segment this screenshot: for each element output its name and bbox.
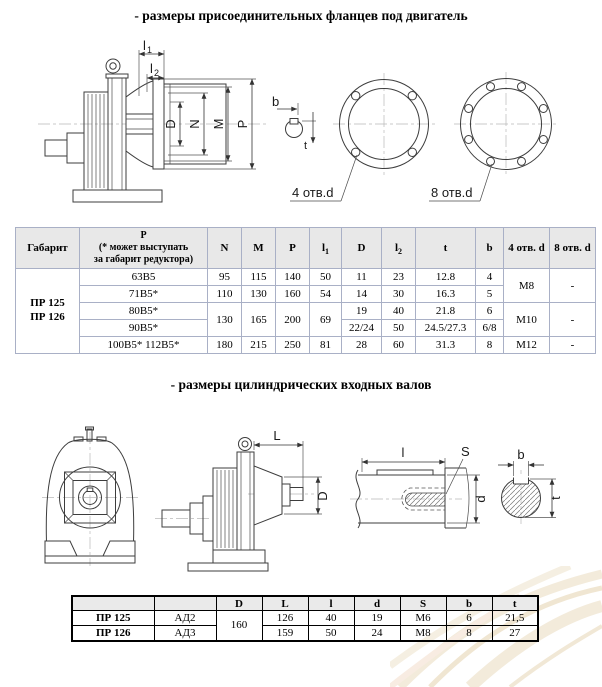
header-cell-S: S (400, 596, 446, 611)
cell-S: М8 (400, 626, 446, 641)
table-row (72, 626, 538, 641)
cell-L: 126 (262, 611, 308, 626)
shaft-keyway-view (350, 444, 488, 528)
header-cell-D: D (342, 228, 382, 269)
dim-label-d: d (473, 495, 488, 503)
reducer-side-view-2 (155, 428, 330, 571)
header-cell-d: d (354, 596, 400, 611)
cell-l2: 60 (382, 337, 416, 354)
label-8-holes: 8 отв.d (431, 185, 473, 200)
label-4-holes: 4 отв.d (292, 185, 334, 200)
empty-header-cell (72, 596, 154, 611)
cell-N: 180 (208, 337, 242, 354)
flange-drawing (0, 38, 602, 220)
header-cell-b: b (446, 596, 492, 611)
cell-motor-type: 63B5 (80, 269, 208, 286)
cell-S: М6 (400, 611, 446, 626)
dim-label-l2: l (150, 61, 153, 76)
dim-label-l1-sub: 1 (147, 45, 153, 55)
cell-N: 130 (208, 303, 242, 337)
cell-l1: 50 (310, 269, 342, 286)
cell-M: 215 (242, 337, 276, 354)
cell-b: 6/8 (476, 320, 504, 337)
table-row (16, 303, 596, 320)
header-cell-M: M (242, 228, 276, 269)
cell-D: 160 (216, 611, 262, 641)
header-cell-P: P (276, 228, 310, 269)
cell-4otv: M12 (504, 337, 550, 354)
cell-M: 130 (242, 286, 276, 303)
cell-b: 6 (446, 611, 492, 626)
cell-motor-type: 80B5* (80, 303, 208, 320)
shaft-cross-section (498, 447, 563, 526)
cell-t: 16.3 (416, 286, 476, 303)
dim-label-L: L (273, 428, 281, 443)
cell-motor-type: 100B5* 112B5* (80, 337, 208, 354)
cell-t: 21.8 (416, 303, 476, 320)
table-row (72, 611, 538, 626)
cell-8otv: - (550, 337, 596, 354)
reducer-front-view (42, 427, 138, 566)
header-cell-8otv: 8 отв. d (550, 228, 596, 269)
dim-label-N: N (187, 119, 202, 129)
dim-label-D: D (163, 119, 178, 129)
cell-d: 24 (354, 626, 400, 641)
cell-t: 27 (492, 626, 538, 641)
cell-b: 8 (476, 337, 504, 354)
cell-l1: 81 (310, 337, 342, 354)
cell-t: 24.5/27.3 (416, 320, 476, 337)
cell-t: 31.3 (416, 337, 476, 354)
flange-4-holes (290, 73, 435, 201)
shaft-drawing (0, 425, 602, 592)
cell-P: 200 (276, 303, 310, 337)
cell-l1: 69 (310, 303, 342, 337)
header-cell-l2: $l_2$ (382, 228, 416, 269)
cell-D: 19 (342, 303, 382, 320)
cell-D: 11 (342, 269, 382, 286)
dim-label-S: S (461, 444, 470, 459)
heading-shaft-dimensions: - размеры цилиндрических входных валов (170, 377, 432, 392)
cell-motor: АД3 (154, 626, 216, 641)
cell-b: 5 (476, 286, 504, 303)
dim-label-t2: t (548, 496, 563, 500)
dim-label-b: b (272, 94, 280, 109)
cell-8otv: - (550, 303, 596, 337)
shaft-table (71, 595, 539, 642)
flange-8-holes (429, 72, 558, 201)
cell-P: 250 (276, 337, 310, 354)
cell-motor-type: 90B5* (80, 320, 208, 337)
cell-t: 12.8 (416, 269, 476, 286)
flange-table-header-row (16, 228, 596, 269)
dim-label-l1: l (143, 38, 146, 53)
cell-4otv: M10 (504, 303, 550, 337)
cell-l2: 23 (382, 269, 416, 286)
flange-table (15, 227, 596, 354)
cell-b: 6 (476, 303, 504, 320)
cell-l: 50 (308, 626, 354, 641)
cell-M: 165 (242, 303, 276, 337)
cell-l2: 40 (382, 303, 416, 320)
cell-4otv: M8 (504, 269, 550, 303)
header-cell-4otv: 4 отв. d (504, 228, 550, 269)
cell-l2: 30 (382, 286, 416, 303)
reducer-side-view (38, 59, 268, 202)
cell-motor-type: 71B5* (80, 286, 208, 303)
dim-label-l2-sub: 2 (154, 68, 160, 78)
cell-b: 8 (446, 626, 492, 641)
heading-flange-dimensions: - размеры присоединительных фланцев под двигатель (134, 8, 468, 23)
cell-l1: 54 (310, 286, 342, 303)
cell-L: 159 (262, 626, 308, 641)
cell-N: 95 (208, 269, 242, 286)
cell-d: 19 (354, 611, 400, 626)
header-cell-b: b (476, 228, 504, 269)
cell-P: 160 (276, 286, 310, 303)
cell-gabarit: ПР 126 (72, 626, 154, 641)
cell-l2: 50 (382, 320, 416, 337)
dim-label-P: P (235, 119, 250, 129)
cell-t: 21,5 (492, 611, 538, 626)
header-cell-L: L (262, 596, 308, 611)
dim-label-b2: b (517, 447, 525, 462)
dim-label-l: l (401, 445, 405, 460)
header-cell-l: l (308, 596, 354, 611)
dim-label-M: M (211, 118, 226, 130)
cell-gabarit: ПР 125 ПР 126 (16, 269, 80, 354)
cell-l: 40 (308, 611, 354, 626)
cell-D: 22/24 (342, 320, 382, 337)
table-row (16, 337, 596, 354)
header-cell-t: t (492, 596, 538, 611)
cell-motor: АД2 (154, 611, 216, 626)
cell-M: 115 (242, 269, 276, 286)
cell-D: 14 (342, 286, 382, 303)
table-row (16, 269, 596, 286)
header-cell-N: N (208, 228, 242, 269)
header-cell-D: D (216, 596, 262, 611)
empty-header-cell (154, 596, 216, 611)
cell-gabarit: ПР 125 (72, 611, 154, 626)
cell-b: 4 (476, 269, 504, 286)
header-cell-p: Р (* может выступать за габарит редуктора) (80, 228, 208, 269)
cell-D: 28 (342, 337, 382, 354)
header-cell-t: t (416, 228, 476, 269)
cell-8otv: - (550, 269, 596, 303)
header-cell-l1: $l_1$ (310, 228, 342, 269)
dim-label-D2: D (315, 491, 330, 501)
cell-P: 140 (276, 269, 310, 286)
header-cell-gabarit: Габарит (16, 228, 80, 269)
cell-N: 110 (208, 286, 242, 303)
shaft-table-header-row (72, 596, 538, 611)
dim-label-t: t (304, 140, 308, 152)
key-cross-section (272, 94, 316, 152)
